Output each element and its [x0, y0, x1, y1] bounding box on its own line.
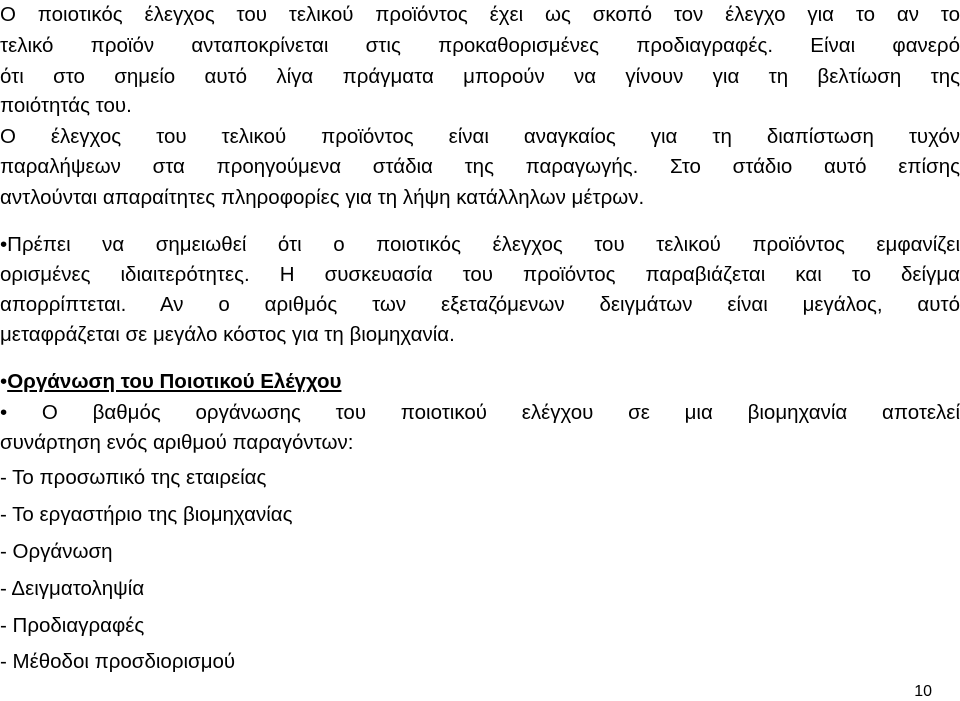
factor-item-3: - Οργάνωση [0, 540, 113, 563]
section-heading: Οργάνωση του Ποιοτικού Ελέγχου [7, 370, 342, 393]
page-number: 10 [914, 683, 932, 700]
paragraph-4-line-1: • Ο βαθμός οργάνωσης του ποιοτικού ελέγχου σε μια βιομηχανία αποτελεί [0, 401, 960, 424]
factor-item-1: - Το προσωπικό της εταιρείας [0, 466, 267, 489]
paragraph-2-line-3: αντλούνται απαραίτητες πληροφορίες για τη λήψη κατάλληλων μέτρων. [0, 186, 645, 209]
section-bullet: • [0, 370, 8, 393]
factor-item-2: - Το εργαστήριο της βιομηχανίας [0, 503, 293, 526]
paragraph-1-line-3: ότι στο σημείο αυτό λίγα πράγματα μπορούν να γίνουν για τη βελτίωση της [0, 65, 960, 88]
paragraph-2-line-2: παραλήψεων στα προηγούμενα στάδια της παραγωγής. Στο στάδιο αυτό επίσης [0, 155, 960, 178]
factor-item-6: - Μέθοδοι προσδιορισμού [0, 650, 236, 673]
paragraph-3-line-3: απορρίπτεται. Αν ο αριθμός των εξεταζόμενων δειγμάτων είναι μεγάλος, αυτό [0, 293, 960, 316]
paragraph-2-line-1: Ο έλεγχος του τελικού προϊόντος είναι αναγκαίος για τη διαπίστωση τυχόν [0, 125, 960, 148]
paragraph-4-line-2: συνάρτηση ενός αριθμού παραγόντων: [0, 431, 354, 454]
factor-item-5: - Προδιαγραφές [0, 614, 145, 637]
paragraph-3-line-2: ορισμένες ιδιαιτερότητες. Η συσκευασία του προϊόντος παραβιάζεται και το δείγμα [0, 263, 960, 286]
paragraph-1-line-4: ποιότητάς του. [0, 94, 132, 117]
factor-item-4: - Δειγματοληψία [0, 577, 145, 600]
paragraph-1-line-1: Ο ποιοτικός έλεγχος του τελικού προϊόντος έχει ως σκοπό τον έλεγχο για το αν το [0, 3, 960, 26]
paragraph-3-line-4: μεταφράζεται σε μεγάλο κόστος για τη βιομηχανία. [0, 323, 455, 346]
paragraph-1-line-2: τελικό προϊόν ανταποκρίνεται στις προκαθορισμένες προδιαγραφές. Είναι φανερό [0, 34, 960, 57]
paragraph-3-line-1: •Πρέπει να σημειωθεί ότι ο ποιοτικός έλεγχος του τελικού προϊόντος εμφανίζει [0, 233, 960, 256]
section-heading-row [0, 367, 960, 396]
